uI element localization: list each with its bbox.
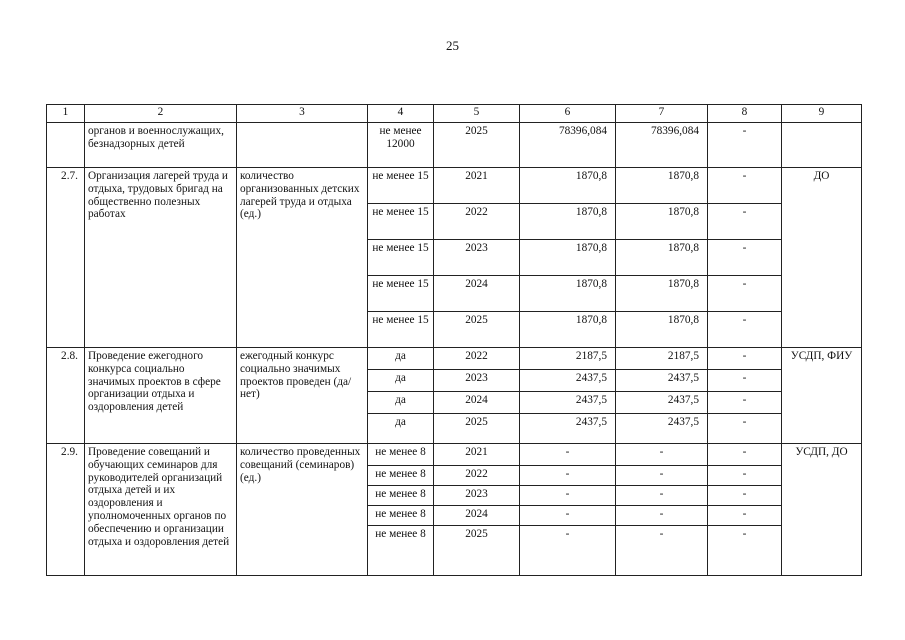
value-col8: - (708, 526, 782, 576)
indicator-text: количество проведенных совещаний (семинаров) (ед.) (237, 444, 368, 576)
target-value: не менее 8 (368, 506, 434, 526)
target-value: не менее 8 (368, 486, 434, 506)
value-col6: 1870,8 (520, 276, 616, 312)
page-number: 25 (446, 38, 459, 53)
header-cell: 3 (237, 105, 368, 123)
target-value: да (368, 348, 434, 370)
row-number: 2.8. (47, 348, 85, 444)
value-col6: 1870,8 (520, 240, 616, 276)
value-col6: 2437,5 (520, 414, 616, 444)
value-col8: - (708, 168, 782, 204)
value-col6: 2437,5 (520, 370, 616, 392)
row-number: 2.7. (47, 168, 85, 348)
value-col7: 1870,8 (616, 312, 708, 348)
row-number: 2.9. (47, 444, 85, 576)
value-col8: - (708, 486, 782, 506)
target-value: не менее 8 (368, 526, 434, 576)
item-text: органов и военнослужащих, безнадзорных детей (85, 123, 237, 168)
value-col6: 1870,8 (520, 204, 616, 240)
value-col8: - (708, 123, 782, 168)
indicator-text: количество организованных детских лагерей труда и отдыха (ед.) (237, 168, 368, 348)
value-col6: 1870,8 (520, 312, 616, 348)
value-col8: - (708, 392, 782, 414)
value-col8: - (708, 240, 782, 276)
executor-text: ДО (782, 168, 862, 348)
value-col6: 78396,084 (520, 123, 616, 168)
value-col7: - (616, 506, 708, 526)
item-text: Проведение совещаний и обучающих семинаров для руководителей организаций отдыха детей и их оздоровления и уполномоченных органов по обеспечению и организации отдыха и оздоровления детей (85, 444, 237, 576)
value-col8: - (708, 444, 782, 466)
value-col6: - (520, 466, 616, 486)
header-cell: 6 (520, 105, 616, 123)
year-value: 2024 (434, 392, 520, 414)
year-value: 2025 (434, 123, 520, 168)
table-row (47, 123, 862, 168)
table-row (47, 348, 862, 370)
year-value: 2025 (434, 414, 520, 444)
year-value: 2022 (434, 348, 520, 370)
target-value: да (368, 370, 434, 392)
value-col6: 2437,5 (520, 392, 616, 414)
value-col8: - (708, 348, 782, 370)
value-col6: - (520, 444, 616, 466)
value-col8: - (708, 204, 782, 240)
value-col6: - (520, 506, 616, 526)
header-cell: 8 (708, 105, 782, 123)
value-col8: - (708, 506, 782, 526)
table-row (47, 444, 862, 466)
indicator-text: ежегодный конкурс социально значимых проектов проведен (да/нет) (237, 348, 368, 444)
executor-text: УСДП, ФИУ (782, 348, 862, 444)
value-col7: 78396,084 (616, 123, 708, 168)
value-col6: - (520, 526, 616, 576)
value-col8: - (708, 312, 782, 348)
header-row (47, 105, 862, 123)
program-table (46, 104, 862, 576)
value-col6: 2187,5 (520, 348, 616, 370)
year-value: 2024 (434, 506, 520, 526)
value-col7: 1870,8 (616, 204, 708, 240)
year-value: 2022 (434, 466, 520, 486)
item-text: Организация лагерей труда и отдыха, трудовых бригад на общественно полезных работах (85, 168, 237, 348)
target-value: да (368, 392, 434, 414)
target-value: не менее 12000 (368, 123, 434, 168)
executor-text: УСДП, ДО (782, 444, 862, 576)
year-value: 2025 (434, 312, 520, 348)
executor-text (782, 123, 862, 168)
year-value: 2021 (434, 168, 520, 204)
value-col7: 1870,8 (616, 168, 708, 204)
target-value: не менее 8 (368, 466, 434, 486)
value-col8: - (708, 466, 782, 486)
value-col8: - (708, 370, 782, 392)
year-value: 2022 (434, 204, 520, 240)
header-cell: 9 (782, 105, 862, 123)
year-value: 2023 (434, 370, 520, 392)
indicator-text (237, 123, 368, 168)
header-cell: 4 (368, 105, 434, 123)
year-value: 2024 (434, 276, 520, 312)
value-col7: - (616, 444, 708, 466)
header-cell: 5 (434, 105, 520, 123)
year-value: 2025 (434, 526, 520, 576)
value-col7: - (616, 486, 708, 506)
target-value: не менее 15 (368, 312, 434, 348)
target-value: не менее 15 (368, 240, 434, 276)
value-col7: 2187,5 (616, 348, 708, 370)
value-col7: - (616, 466, 708, 486)
header-cell: 2 (85, 105, 237, 123)
table-row (47, 168, 862, 204)
header-cell: 7 (616, 105, 708, 123)
item-text: Проведение ежегодного конкурса социально значимых проектов в сфере организации отдыха и оздоровления детей (85, 348, 237, 444)
year-value: 2021 (434, 444, 520, 466)
value-col8: - (708, 414, 782, 444)
value-col7: 2437,5 (616, 414, 708, 444)
row-number (47, 123, 85, 168)
target-value: не менее 15 (368, 276, 434, 312)
target-value: да (368, 414, 434, 444)
target-value: не менее 15 (368, 168, 434, 204)
header-cell: 1 (47, 105, 85, 123)
target-value: не менее 8 (368, 444, 434, 466)
value-col6: - (520, 486, 616, 506)
value-col6: 1870,8 (520, 168, 616, 204)
value-col8: - (708, 276, 782, 312)
value-col7: 1870,8 (616, 276, 708, 312)
year-value: 2023 (434, 240, 520, 276)
value-col7: 2437,5 (616, 370, 708, 392)
value-col7: 1870,8 (616, 240, 708, 276)
target-value: не менее 15 (368, 204, 434, 240)
value-col7: - (616, 526, 708, 576)
year-value: 2023 (434, 486, 520, 506)
value-col7: 2437,5 (616, 392, 708, 414)
